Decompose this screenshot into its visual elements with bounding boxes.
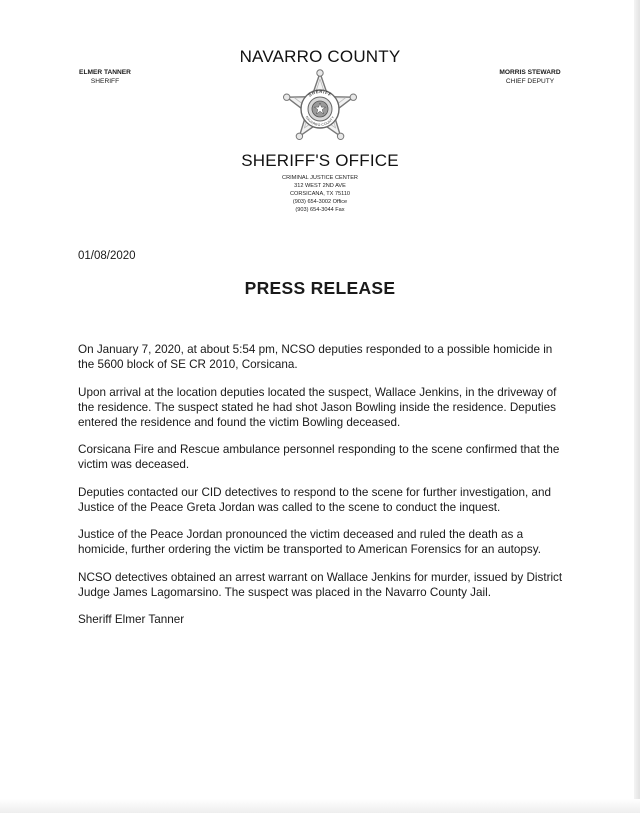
page-edge-shadow-right [634,0,640,813]
chief-deputy-name: MORRIS STEWARD [499,69,561,76]
signature: Sheriff Elmer Tanner [78,613,185,626]
badge-top-text: SHERIFF [307,88,333,98]
paragraph-1: On January 7, 2020, at about 5:54 pm, NCSO deputies responded to a possible homicide in the 5600 block of SE CR 2010, Corsicana. [78,343,553,371]
address-line-3: CORSICANA, TX 75110 [289,191,351,198]
county-name: NAVARRO COUNTY [239,47,401,66]
release-body [78,342,568,627]
page-edge-shadow-bottom [0,799,640,813]
sheriff-star-badge-icon [276,66,364,150]
paragraph-5: Justice of the Peace Jordan pronounced the victim deceased and ruled the death as a homicide, further ordering the victim be transported to American Forensics for an autopsy. [78,528,541,556]
address-line-2: 312 WEST 2ND AVE [294,183,346,190]
paragraph-4: Deputies contacted our CID detectives to respond to the scene for further investigation, and Justice of the Peace Greta Jordan was called to the scene to conduct the inquest. [78,485,551,514]
chief-deputy-title: CHIEF DEPUTY [505,78,555,85]
sheriff-block [40,68,170,86]
release-heading: PRESS RELEASE [244,278,396,298]
paragraph-3: Corsicana Fire and Rescue ambulance personnel responding to the scene confirmed that the victim was deceased. [78,443,560,471]
office-address [220,174,420,214]
paragraph-6: NCSO detectives obtained an arrest warrant on Wallace Jenkins for murder, issued by District Judge James Lagomarsino. The suspect was placed in the Navarro County Jail. [78,570,563,599]
release-date: 01/08/2020 [78,250,136,262]
address-line-1: CRIMINAL JUSTICE CENTER [282,175,358,181]
sheriff-title: SHERIFF [90,78,120,85]
paragraph-2: Upon arrival at the location deputies located the suspect, Wallace Jenkins, in the driveway of the residence. The suspect stated he had shot Jason Bowling inside the residence. Deputies entered the residence and found the victim Bowling deceased. [78,385,557,429]
badge-bottom-text: NAVARRO COUNTY [304,115,336,128]
fax-number: (903) 654-3044 Fax [295,207,345,214]
chief-deputy-block [465,68,595,86]
sheriff-name: ELMER TANNER [79,69,131,76]
office-name: SHERIFF'S OFFICE [241,151,399,170]
office-phone: (903) 654-3002 Office [292,199,348,206]
